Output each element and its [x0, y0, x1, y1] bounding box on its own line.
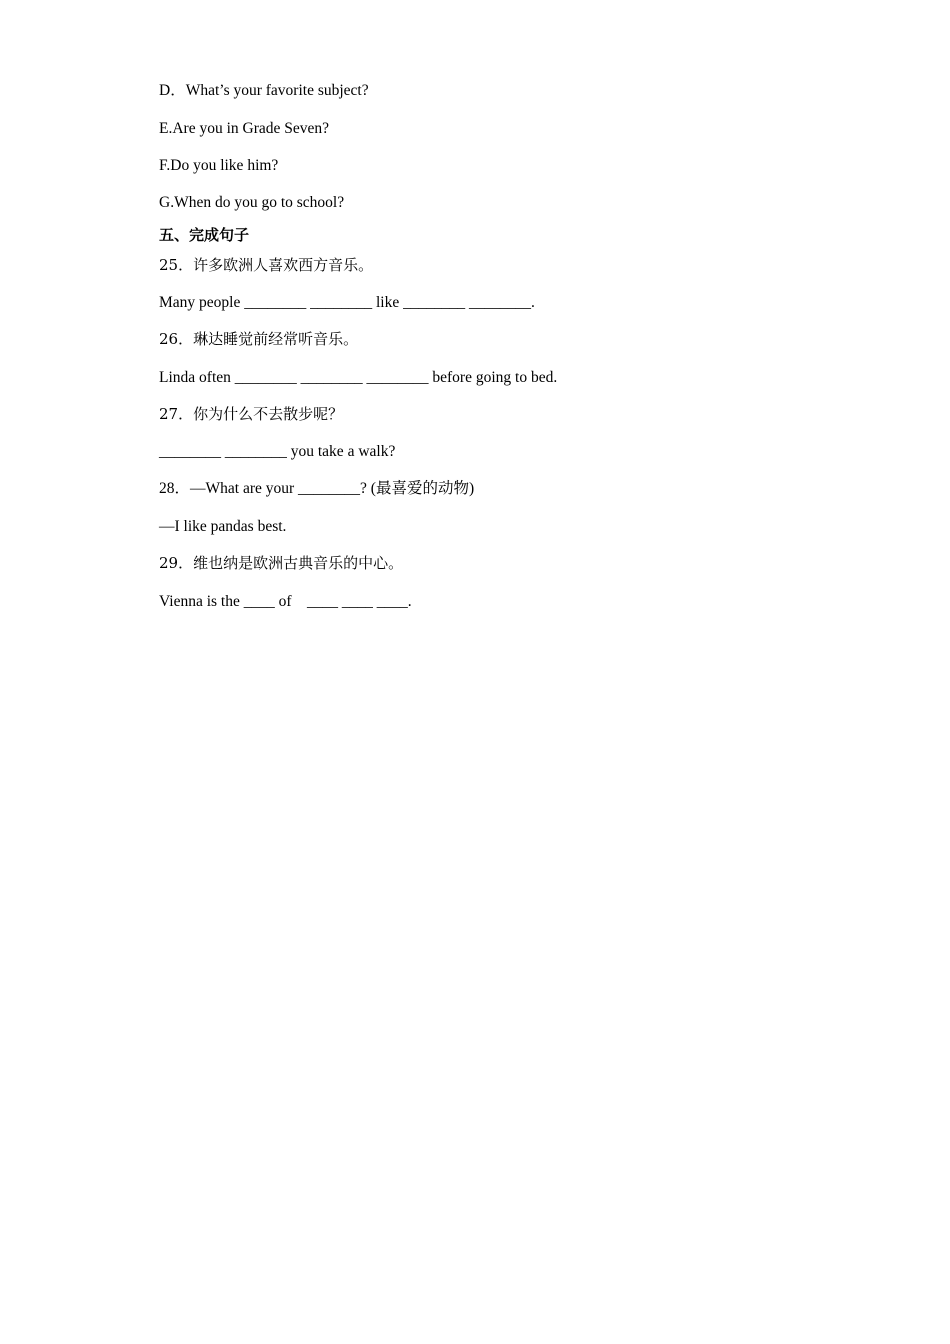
question-27-answer-line: ________ ________ you take a walk?	[159, 443, 396, 460]
section-title: 五、完成句子	[159, 226, 250, 244]
question-27-prompt: 27．你为什么不去散步呢？	[159, 405, 344, 423]
option-f: F.Do you like him?	[159, 157, 279, 174]
question-26-prompt: 26．琳达睡觉前经常听音乐。	[159, 330, 359, 348]
question-29-prompt: 29．维也纳是欧洲古典音乐的中心。	[159, 554, 404, 572]
option-e: E.Are you in Grade Seven?	[159, 120, 330, 137]
question-25-prompt: 25．许多欧洲人喜欢西方音乐。	[159, 256, 374, 274]
option-g: G.When do you go to school?	[159, 194, 345, 211]
question-28-prompt: 28．—What are your ________? (最喜爱的动物)	[159, 480, 475, 497]
question-28-answer-line: —I like pandas best.	[159, 518, 287, 535]
question-25-answer-line: Many people ________ ________ like ________ ________.	[159, 294, 535, 311]
option-d: D．What’s your favorite subject?	[159, 82, 369, 99]
question-29-answer-line: Vienna is the ____ of ____ ____ ____.	[159, 593, 412, 610]
question-26-answer-line: Linda often ________ ________ ________ before going to bed.	[159, 369, 558, 386]
